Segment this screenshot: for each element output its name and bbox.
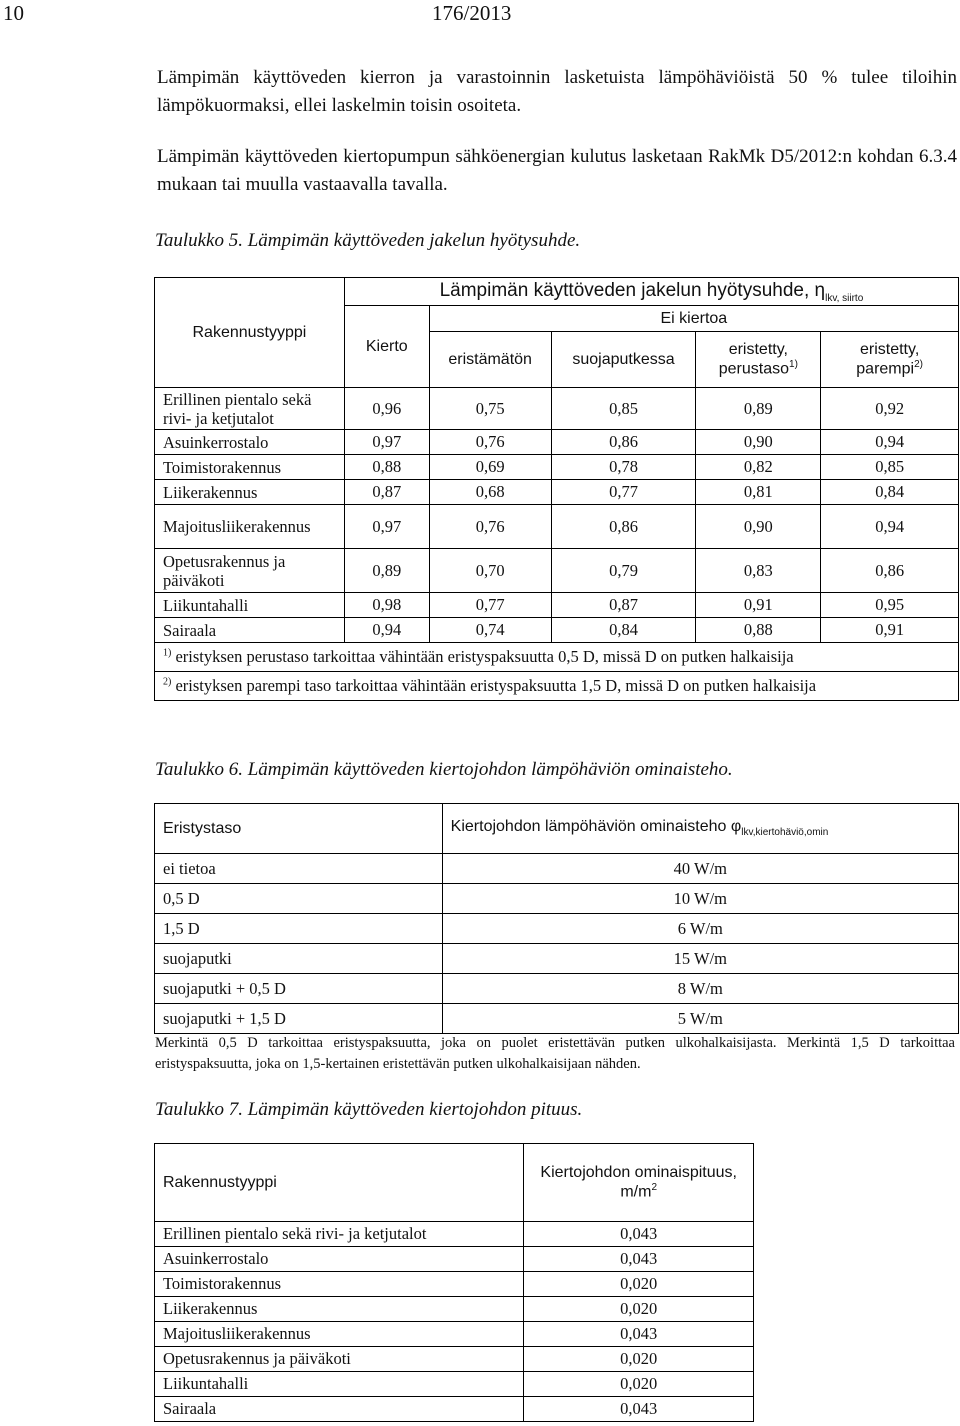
row-type: Majoitusliikerakennus — [155, 1322, 524, 1347]
header-ominaispituus: Kiertojohdon ominaispituus, $m/m^2$ — [524, 1144, 754, 1222]
header-rakennustyyppi: Rakennustyyppi — [155, 278, 345, 388]
table-footnote — [155, 672, 959, 701]
cell-value: 0,69 — [429, 455, 551, 480]
table-row — [155, 1272, 754, 1297]
table5-caption: Taulukko 5. Lämpimän käyttöveden jakelun hyötysuhde. — [155, 230, 581, 251]
row-type: Opetusrakennus ja päiväkoti — [155, 1347, 524, 1372]
cell-value: 0,81 — [696, 480, 821, 505]
cell-value: 0,74 — [429, 618, 551, 643]
cell-value: 0,84 — [821, 480, 959, 505]
footnote-1: $^{1)}$ eristyksen perustaso tarkoittaa vähintään eristyspaksuutta 0,5 D, missä D on putken halkaisija — [155, 643, 959, 672]
table-row — [155, 480, 959, 505]
cell-value: 0,94 — [344, 618, 429, 643]
row-type: Majoitusliikerakennus — [155, 505, 345, 549]
header-eristystaso: Eristystaso — [155, 804, 443, 854]
cell-value: 0,90 — [696, 505, 821, 549]
table7 — [154, 1143, 754, 1422]
row-level: 1,5 D — [155, 914, 443, 944]
row-type: Erillinen pientalo sekä rivi- ja ketjutalot — [155, 388, 345, 430]
table-row — [155, 944, 959, 974]
cell-value: 0,89 — [344, 549, 429, 593]
page-number: 10 — [3, 1, 24, 25]
row-type: Toimistorakennus — [155, 1272, 524, 1297]
header-suojaputkessa: suojaputkessa — [551, 332, 696, 388]
cell-value: 0,020 — [524, 1372, 754, 1397]
table-footnote — [155, 643, 959, 672]
cell-value: 5 W/m — [442, 1004, 958, 1034]
table-row — [155, 884, 959, 914]
cell-value: 0,83 — [696, 549, 821, 593]
cell-value: 0,87 — [551, 593, 696, 618]
table7-caption: Taulukko 7. Lämpimän käyttöveden kiertojohdon pituus. — [155, 1099, 583, 1120]
header-eristetty-parempi: eristetty, parempi$^{2)}$ — [821, 332, 959, 388]
cell-value: 0,97 — [344, 430, 429, 455]
header-rakennustyyppi: Rakennustyyppi — [155, 1144, 524, 1222]
table-row — [155, 430, 959, 455]
row-type: Liikerakennus — [155, 1297, 524, 1322]
cell-value: 0,86 — [551, 430, 696, 455]
cell-value: 0,90 — [696, 430, 821, 455]
cell-value: 0,98 — [344, 593, 429, 618]
row-type: Liikerakennus — [155, 480, 345, 505]
cell-value: 0,95 — [821, 593, 959, 618]
cell-value: 0,043 — [524, 1322, 754, 1347]
table6 — [154, 803, 959, 1034]
cell-value: 6 W/m — [442, 914, 958, 944]
table-row — [155, 1247, 754, 1272]
table-row — [155, 1372, 754, 1397]
cell-value: 0,88 — [344, 455, 429, 480]
cell-value: 15 W/m — [442, 944, 958, 974]
cell-value: 0,75 — [429, 388, 551, 430]
cell-value: 40 W/m — [442, 854, 958, 884]
cell-value: 0,87 — [344, 480, 429, 505]
cell-value: 0,68 — [429, 480, 551, 505]
header-kierto: Kierto — [344, 306, 429, 388]
cell-value: 0,82 — [696, 455, 821, 480]
cell-value: 0,84 — [551, 618, 696, 643]
cell-value: 0,94 — [821, 430, 959, 455]
cell-value: 0,77 — [551, 480, 696, 505]
cell-value: 0,97 — [344, 505, 429, 549]
header-efficiency: Lämpimän käyttöveden jakelun hyötysuhde, $\eta_{lkv, siirto}$ — [344, 278, 958, 306]
cell-value: 0,86 — [821, 549, 959, 593]
row-type: Liikuntahalli — [155, 1372, 524, 1397]
cell-value: 8 W/m — [442, 974, 958, 1004]
cell-value: 0,77 — [429, 593, 551, 618]
cell-value: 0,86 — [551, 505, 696, 549]
cell-value: 0,043 — [524, 1222, 754, 1247]
document-id: 176/2013 — [432, 1, 512, 25]
cell-value: 0,043 — [524, 1247, 754, 1272]
row-type: Erillinen pientalo sekä rivi- ja ketjutalot — [155, 1222, 524, 1247]
cell-value: 0,92 — [821, 388, 959, 430]
table-row — [155, 1397, 754, 1422]
cell-value: 0,76 — [429, 430, 551, 455]
cell-value: 0,76 — [429, 505, 551, 549]
table5 — [154, 277, 959, 701]
row-level: ei tietoa — [155, 854, 443, 884]
table-row — [155, 455, 959, 480]
table-row — [155, 388, 959, 430]
cell-value: 0,89 — [696, 388, 821, 430]
row-level: 0,5 D — [155, 884, 443, 914]
paragraph-pump-energy: Lämpimän käyttöveden kiertopumpun sähköenergian kulutus lasketaan RakMk D5/2012:n kohdan 6.3.4 mukaan tai muulla vastaavalla tavalla. — [157, 146, 957, 195]
row-level: suojaputki — [155, 944, 443, 974]
cell-value: 0,85 — [551, 388, 696, 430]
table-row — [155, 549, 959, 593]
cell-value: 10 W/m — [442, 884, 958, 914]
table-row — [155, 593, 959, 618]
cell-value: 0,043 — [524, 1397, 754, 1422]
cell-value: 0,020 — [524, 1297, 754, 1322]
cell-value: 0,78 — [551, 455, 696, 480]
table-row — [155, 618, 959, 643]
header-eristetty-perustaso: eristetty, perustaso$^{1)}$ — [696, 332, 821, 388]
table-row — [155, 914, 959, 944]
table-row — [155, 974, 959, 1004]
header-ominaisteho: Kiertojohdon lämpöhäviön ominaisteho $\varphi_{lkv,kiertohäviö,omin}$ — [442, 804, 958, 854]
table-row — [155, 1347, 754, 1372]
paragraph-heat-loss: Lämpimän käyttöveden kierron ja varastoinnin lasketuista lämpöhäviöistä 50 % tulee tiloihin lämpökuormaksi, ellei laskelmin toisin osoiteta. — [157, 67, 957, 116]
cell-value: 0,91 — [821, 618, 959, 643]
row-type: Toimistorakennus — [155, 455, 345, 480]
table-row — [155, 1222, 754, 1247]
row-type: Sairaala — [155, 618, 345, 643]
footnote-2: $^{2)}$ eristyksen parempi taso tarkoittaa vähintään eristyspaksuutta 1,5 D, missä D on putken halkaisija — [155, 672, 959, 701]
table-row — [155, 1322, 754, 1347]
header-ei-kiertoa: Ei kiertoa — [429, 306, 958, 332]
cell-value: 0,96 — [344, 388, 429, 430]
cell-value: 0,79 — [551, 549, 696, 593]
cell-value: 0,94 — [821, 505, 959, 549]
row-level: suojaputki + 1,5 D — [155, 1004, 443, 1034]
cell-value: 0,91 — [696, 593, 821, 618]
table-row — [155, 1297, 754, 1322]
row-type: Opetusrakennus ja päiväkoti — [155, 549, 345, 593]
cell-value: 0,020 — [524, 1272, 754, 1297]
table-row — [155, 1004, 959, 1034]
cell-value: 0,88 — [696, 618, 821, 643]
row-type: Asuinkerrostalo — [155, 430, 345, 455]
row-type: Asuinkerrostalo — [155, 1247, 524, 1272]
table-row — [155, 505, 959, 549]
table-row — [155, 854, 959, 884]
row-type: Sairaala — [155, 1397, 524, 1422]
cell-value: 0,85 — [821, 455, 959, 480]
header-eristamaton: eristämätön — [429, 332, 551, 388]
row-level: suojaputki + 0,5 D — [155, 974, 443, 1004]
table6-note: Merkintä 0,5 D tarkoittaa eristyspaksuutta, joka on puolet eristettävän putken ulkohalkaisijasta. Merkintä 1,5 D tarkoittaa eristyspaksuutta, joka on 1,5-kertainen eristettävän putken ulkohalkaisijaan nähden. — [155, 1035, 955, 1072]
table6-caption: Taulukko 6. Lämpimän käyttöveden kiertojohdon lämpöhäviön ominaisteho. — [155, 759, 733, 780]
cell-value: 0,70 — [429, 549, 551, 593]
row-type: Liikuntahalli — [155, 593, 345, 618]
cell-value: 0,020 — [524, 1347, 754, 1372]
